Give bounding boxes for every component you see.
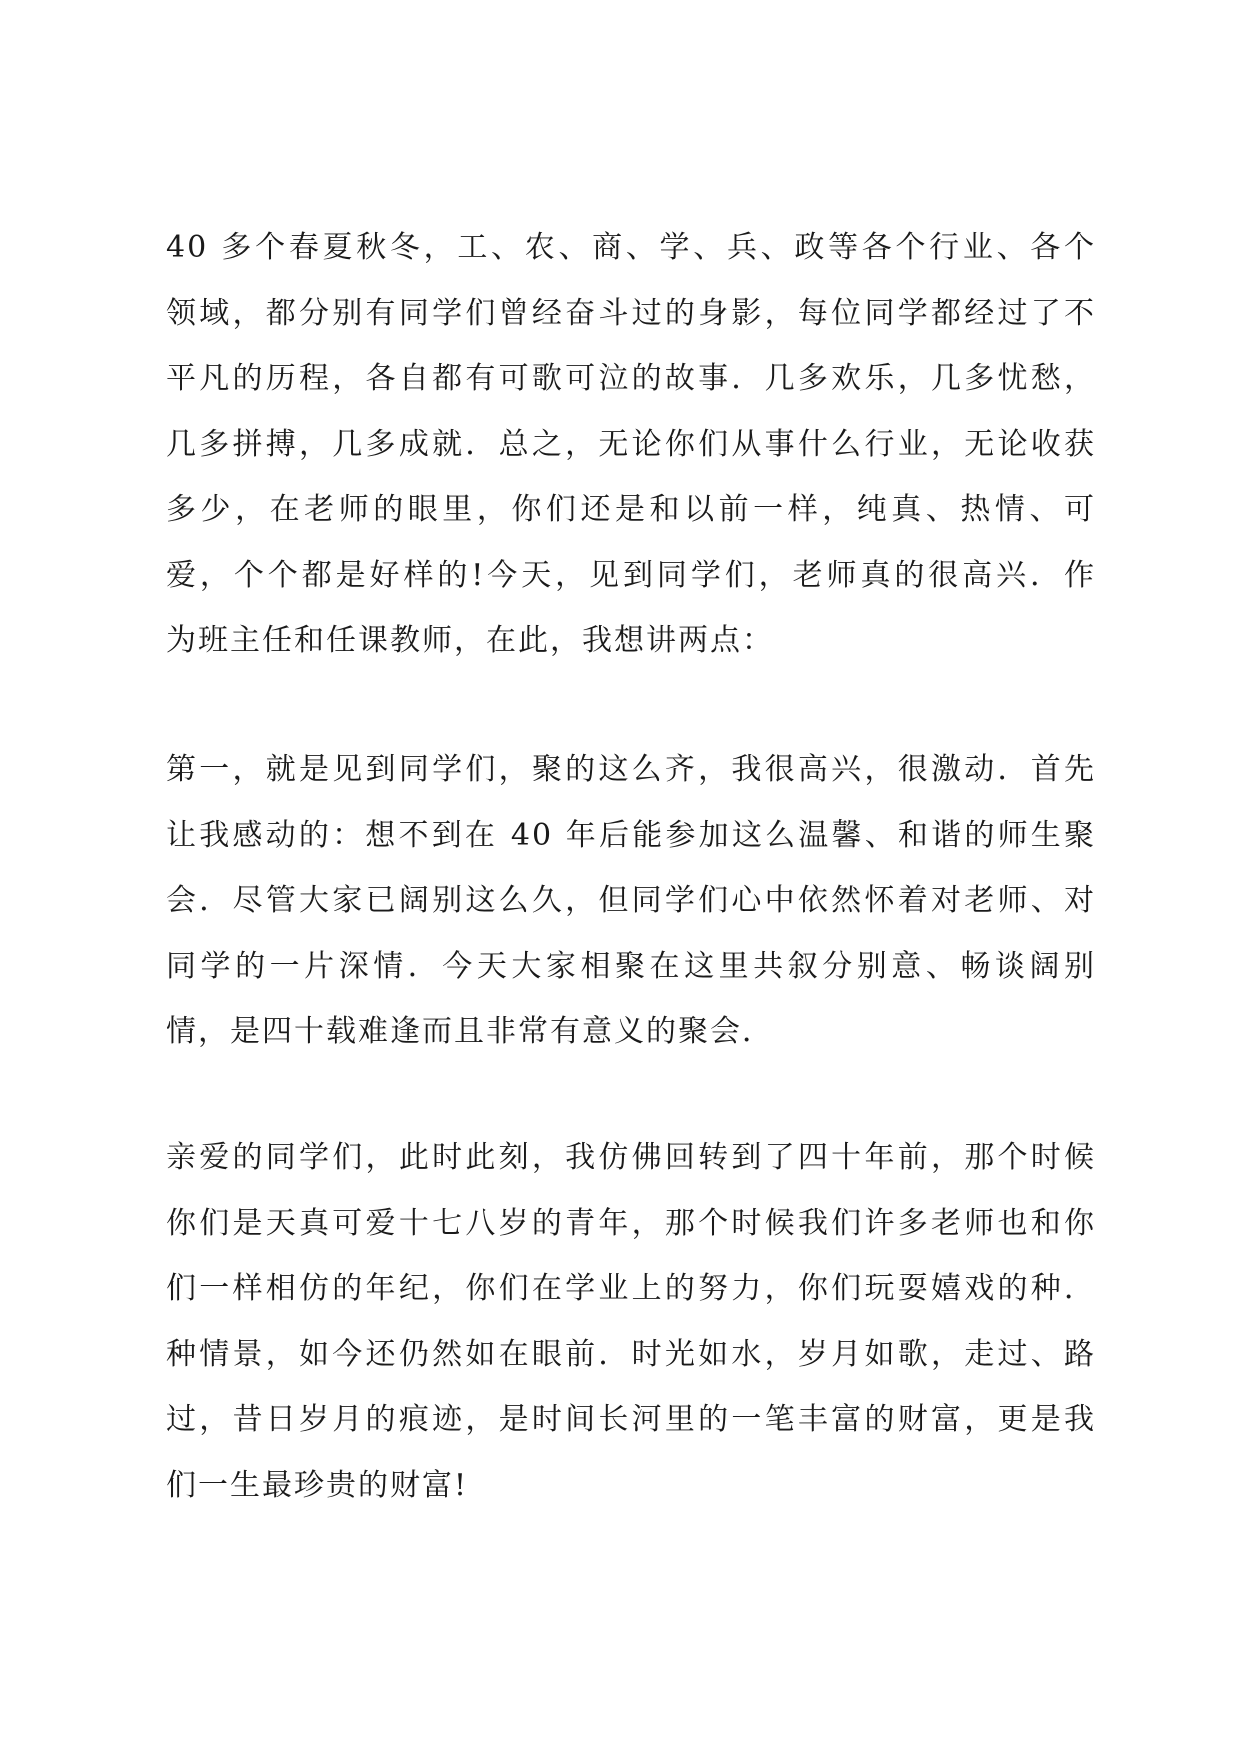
text-line: 你们是天真可爱十七八岁的青年，那个时候我们许多老师也和你: [166, 1205, 1096, 1241]
text-line: 亲爱的同学们，此时此刻，我仿佛回转到了四十年前，那个时候: [166, 1140, 1096, 1175]
text-line: 种情景，如今还仍然如在眼前．时光如水，岁月如歌，走过、路: [166, 1336, 1096, 1372]
text-line: 会．尽管大家已阔别这么久，但同学们心中依然怀着对老师、对: [166, 883, 1096, 918]
text-line: 几多拼搏，几多成就．总之，无论你们从事什么行业，无论收获: [166, 426, 1096, 462]
text-line: 过，昔日岁月的痕迹，是时间长河里的一笔丰富的财富，更是我: [166, 1402, 1096, 1437]
text-line: 们一生最珍贵的财富!: [166, 1467, 469, 1503]
paragraph-reunion-careers: [166, 215, 1096, 674]
text-line: 第一，就是见到同学们，聚的这么齐，我很高兴，很激动．首先: [166, 752, 1096, 787]
text-line: 40 多个春夏秋冬，工、农、商、学、兵、政等各个行业、各个: [166, 230, 1096, 265]
text-line: 们一样相仿的年纪，你们在学业上的努力，你们玩耍嬉戏的种．: [166, 1271, 1096, 1306]
text-line: 爱，个个都是好样的!今天，见到同学们，老师真的很高兴．作: [166, 557, 1096, 593]
text-line: 平凡的历程，各自都有可歌可泣的故事．几多欢乐，几多忧愁，: [166, 361, 1096, 396]
text-line: 多少，在老师的眼里，你们还是和以前一样，纯真、热情、可: [166, 492, 1096, 527]
text-line: 情，是四十载难逢而且非常有意义的聚会．: [166, 1014, 774, 1049]
paragraph-first-point: [166, 737, 1096, 1065]
paragraph-dear-classmates: [166, 1125, 1096, 1518]
text-line: 领域，都分别有同学们曾经奋斗过的身影，每位同学都经过了不: [166, 295, 1096, 331]
text-line: 让我感动的：想不到在 40 年后能参加这么温馨、和谐的师生聚: [166, 817, 1096, 853]
text-line: 同学的一片深情．今天大家相聚在这里共叙分别意、畅谈阔别: [166, 948, 1096, 984]
text-line: 为班主任和任课教师，在此，我想讲两点：: [166, 623, 774, 658]
